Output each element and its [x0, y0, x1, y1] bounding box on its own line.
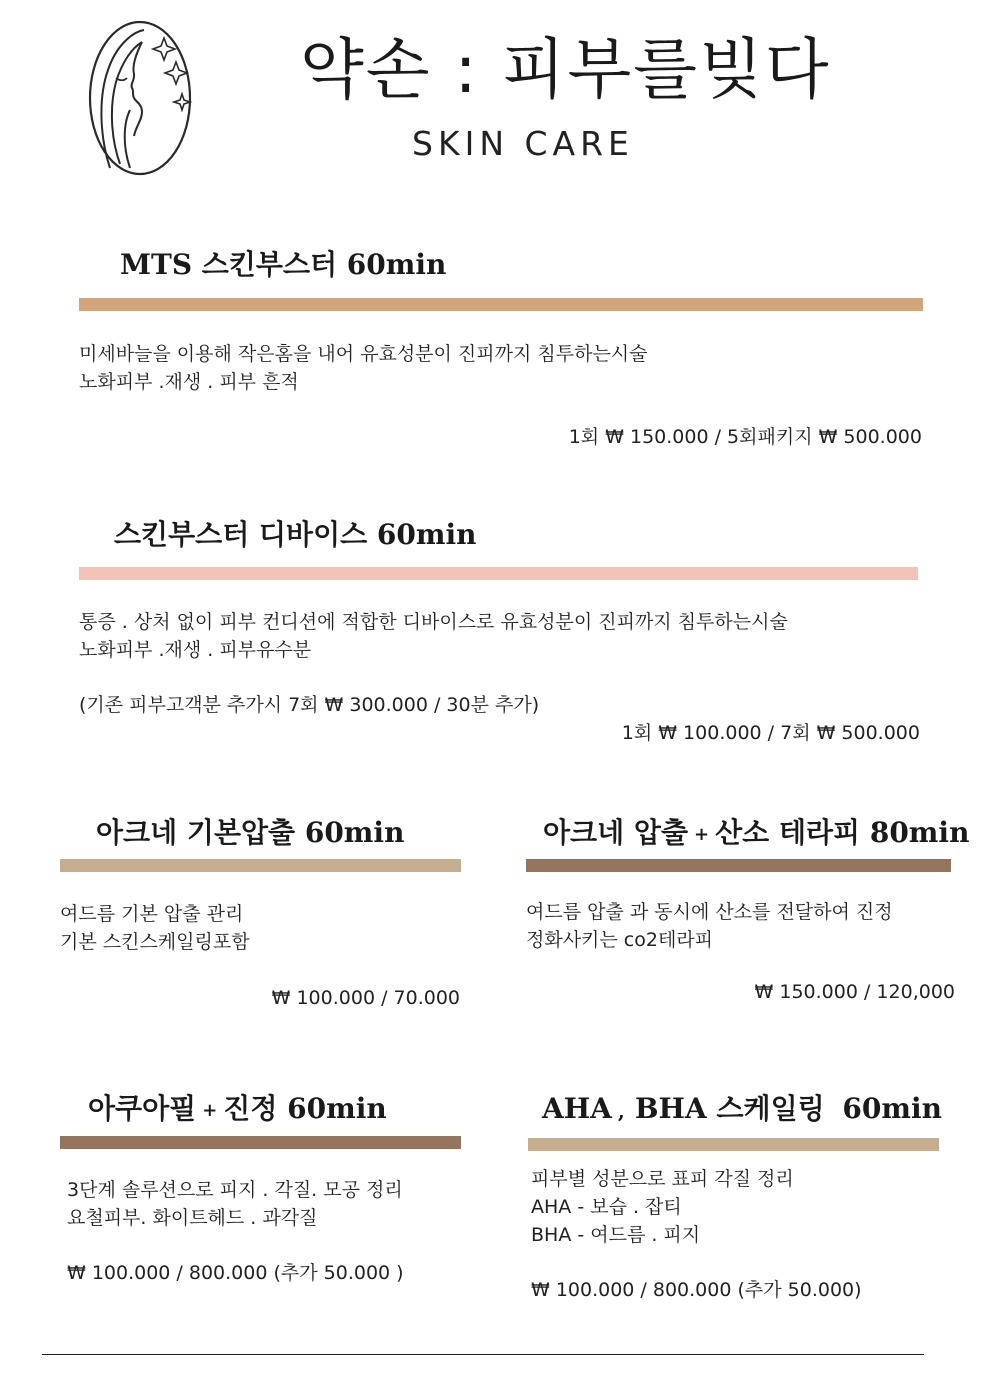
section-price-skinbooster-device: 1회 ₩ 100.000 / 7회 ₩ 500.000	[621, 722, 920, 744]
section-title-acne-basic-name: 아크네 기본압출	[96, 816, 296, 849]
section-price-acne-basic: ₩ 100.000 / 70.000	[271, 987, 460, 1009]
section-title-acne-oxygen-therapy: 산소 테라피	[715, 816, 861, 849]
section-title-acne-oxygen	[543, 815, 969, 853]
section-divider-tan	[79, 298, 923, 311]
section-divider-beige	[528, 1138, 939, 1151]
section-description-mts: 미세바늘을 이용해 작은홈을 내어 유효성분이 진피까지 침투하는시술 노화피부 .재생 . 피부 흔적	[79, 343, 648, 393]
page-title: 약손 : 피부를빚다	[300, 31, 831, 108]
section-title-acne-basic-duration: 60min	[304, 816, 405, 849]
woman-profile-sparkle-icon	[86, 18, 194, 178]
section-price-mts: 1회 ₩ 150.000 / 5회패키지 ₩ 500.000	[568, 426, 922, 448]
section-title-aha: AHA	[542, 1092, 612, 1125]
section-price-aha-bha: ₩ 100.000 / 800.000 (추가 50.000)	[531, 1279, 862, 1301]
section-price-acne-oxygen: ₩ 150.000 / 120,000	[754, 981, 955, 1003]
section-title-aquapeel-duration: 60min	[287, 1092, 387, 1125]
section-title-aquapeel-soothing: 진정	[223, 1092, 278, 1125]
comma-separator: ,	[617, 1099, 625, 1123]
section-title-aquapeel	[88, 1091, 387, 1129]
section-title-aha-bha-duration: 60min	[842, 1092, 943, 1125]
section-description-aquapeel: 3단계 솔루션으로 피지 . 각질. 모공 정리 요철피부. 화이트헤드 . 과각질	[67, 1179, 403, 1229]
section-title-mts: MTS 스킨부스터 60min	[120, 248, 447, 281]
section-title-acne-oxygen-name: 아크네 압출	[543, 816, 688, 849]
plus-sign: +	[694, 823, 710, 845]
section-divider-brown	[60, 1136, 461, 1149]
section-title-aha-bha	[542, 1091, 942, 1129]
logo-icon	[86, 18, 194, 178]
section-divider-brown	[526, 859, 951, 872]
footer-divider	[42, 1354, 924, 1355]
section-title-skinbooster-device: 스킨부스터 디바이스 60min	[114, 518, 477, 551]
page-subtitle: SKIN CARE	[412, 124, 634, 163]
section-title-aquapeel-name: 아쿠아필	[88, 1092, 197, 1125]
section-title-acne-basic	[96, 815, 404, 851]
section-divider-pink	[79, 567, 918, 580]
section-title-acne-oxygen-duration: 80min	[869, 816, 970, 849]
section-description-acne-basic: 여드름 기본 압출 관리 기본 스킨스케일링포함	[60, 903, 250, 953]
section-description-skinbooster-device: 통증 . 상처 없이 피부 컨디션에 적합한 디바이스로 유효성분이 진피까지 침투하는시술 노화피부 .재생 . 피부유수분	[79, 611, 788, 661]
section-title-bha-scaling: BHA 스케일링	[634, 1092, 825, 1125]
section-description-acne-oxygen: 여드름 압출 과 동시에 산소를 전달하여 진정 정화사키는 co2테라피	[526, 901, 893, 951]
section-divider-beige	[60, 859, 461, 872]
plus-sign: +	[202, 1099, 218, 1121]
section-price-aquapeel: ₩ 100.000 / 800.000 (추가 50.000 )	[67, 1262, 404, 1284]
section-description-aha-bha: 피부별 성분으로 표피 각질 정리 AHA - 보습 . 잡티 BHA - 여드름 . 피지	[531, 1168, 794, 1246]
section-note-skinbooster-device: (기존 피부고객분 추가시 7회 ₩ 300.000 / 30분 추가)	[79, 694, 540, 716]
